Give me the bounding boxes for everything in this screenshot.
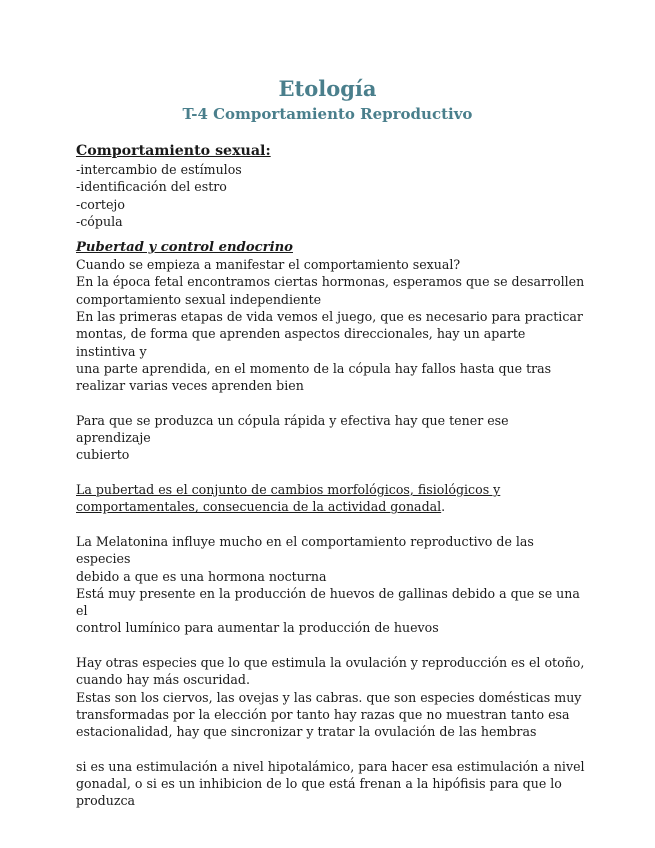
paragraph-line: En la época fetal encontramos ciertas hormonas, esperamos que se desarrollen: [76, 274, 585, 290]
document-body: [76, 142, 586, 810]
paragraph-line: estacionalidad, hay que sincronizar y tratar la ovulación de las hembras: [76, 724, 537, 740]
paragraph-line: si es una estimulación a nivel hipotalámico, para hacer esa estimulación a nivel: [76, 758, 585, 774]
paragraph-line: Está muy presente en la producción de huevos de gallinas debido a que se una el: [76, 585, 580, 619]
paragraph-line: debido a que es una hormona nocturna: [76, 568, 327, 584]
document-subtitle: T-4 Comportamiento Reproductivo: [182, 105, 473, 123]
definition-line: [76, 498, 586, 515]
paragraph-line: cubierto: [76, 447, 130, 463]
section-heading-comportamiento-sexual: Comportamiento sexual:: [76, 143, 271, 159]
list-item: -cópula: [76, 213, 123, 229]
definition-end: .: [441, 499, 446, 515]
definition-line: [76, 481, 586, 498]
paragraph-line: Cuando se empieza a manifestar el comportamiento sexual?: [76, 257, 461, 273]
paragraph-line: control lumínico para aumentar la producción de huevos: [76, 620, 439, 636]
paragraph-line: montas, de forma que aprenden aspectos direccionales, hay un aparte instintiva y: [76, 326, 526, 359]
section-heading-pubertad: Pubertad y control endocrino: [76, 240, 293, 256]
paragraph-line: comportamiento sexual independiente: [76, 291, 322, 307]
paragraph-line: una parte aprendida, en el momento de la cópula hay fallos hasta que tras: [76, 360, 552, 376]
spacer: [76, 741, 586, 758]
spacer: [76, 230, 586, 239]
spacer: [76, 395, 586, 412]
paragraph-line: Para que se produzca un cópula rápida y efectiva hay que tener ese aprendizaje: [76, 412, 509, 446]
definition-text: comportamentales, consecuencia de la actividad gonadal: [76, 499, 442, 515]
paragraph-line: La Melatonina influye mucho en el comportamiento reproductivo de las especies: [76, 533, 534, 567]
paragraph-line: En las primeras etapas de vida vemos el juego, que es necesario para practicar: [76, 309, 583, 325]
paragraph-line: realizar varias veces aprenden bien: [76, 378, 304, 394]
spacer: [76, 516, 586, 533]
list-item: -intercambio de estímulos: [76, 162, 242, 177]
document-title: Etología: [278, 76, 377, 101]
paragraph-line: cuando hay más oscuridad.: [76, 672, 250, 688]
list-item: -cortejo: [76, 196, 125, 212]
paragraph-line: transformadas por la elección por tanto hay razas que no muestran tanto esa: [76, 706, 570, 722]
paragraph-line: produzca: [76, 793, 136, 809]
definition-text: La pubertad es el conjunto de cambios morfológicos, fisiológicos y: [76, 482, 501, 498]
paragraph-line: gonadal, o si es un inhibicion de lo que está frenan a la hipófisis para que lo: [76, 776, 562, 792]
spacer: [76, 637, 586, 654]
paragraph-line: Hay otras especies que lo que estimula la ovulación y reproducción es el otoño,: [76, 655, 585, 671]
list-item: -identificación del estro: [76, 179, 227, 195]
paragraph-line: Estas son los ciervos, las ovejas y las cabras. que son especies domésticas muy: [76, 689, 582, 705]
spacer: [76, 464, 586, 481]
